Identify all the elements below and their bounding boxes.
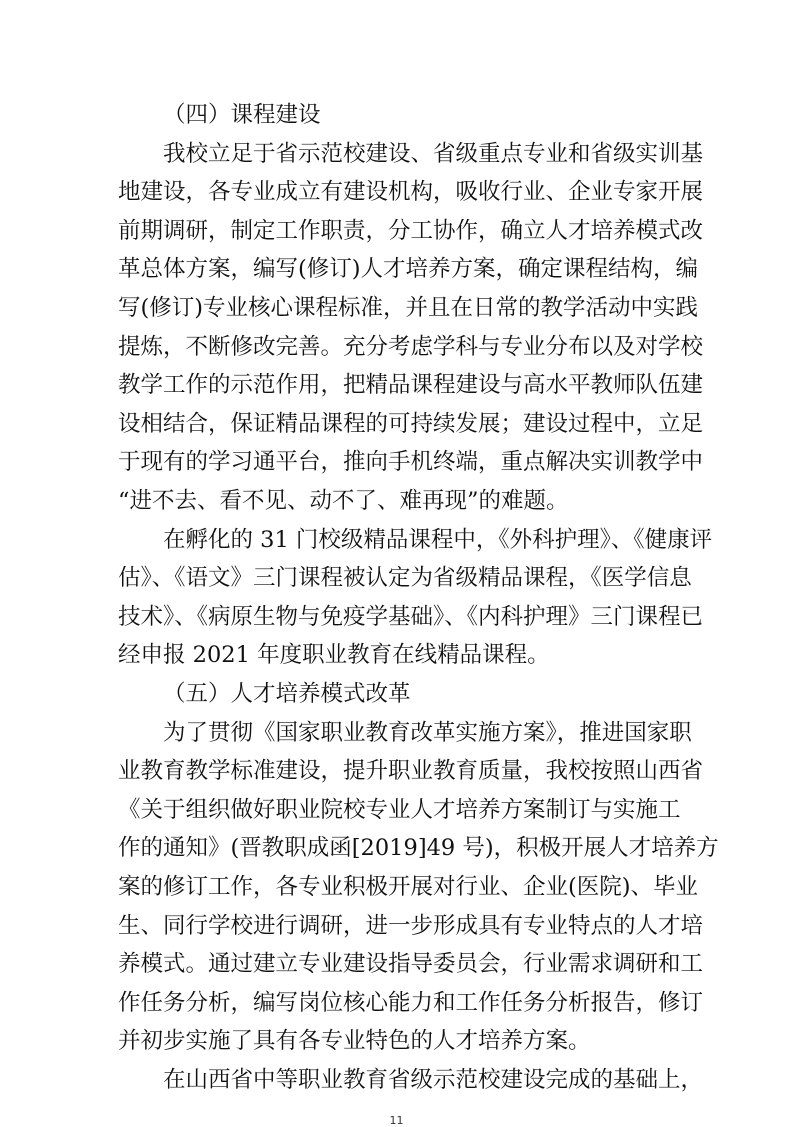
text-line: 地建设，各专业成立有建设机构，吸收行业、企业专家开展 <box>118 179 704 206</box>
text-line: 在山西省中等职业教育省级示范校建设完成的基础上， <box>163 1067 704 1093</box>
text-line: 提炼，不断修改完善。充分考虑学科与专业分布以及对学校 <box>118 333 704 360</box>
text-line: 经申报 2021 年度职业教育在线精品课程。 <box>118 642 550 669</box>
text-line: 作的通知》(晋教职成函[2019]49 号)，积极开展人才培养方 <box>118 835 719 862</box>
section-heading-4: （四）课程建设 <box>163 102 321 128</box>
section-heading-5: （五）人才培养模式改革 <box>163 681 411 707</box>
text-line: 《关于组织做好职业院校专业人才培养方案制订与实施工 <box>118 796 681 823</box>
text-line: “进不去、看不见、动不了、难再现”的难题。 <box>118 488 569 514</box>
text-line: 估》、《语文》三门课程被认定为省级精品课程，《医学信息 <box>118 565 692 592</box>
text-line: 业教育教学标准建设，提升职业教育质量，我校按照山西省 <box>118 758 704 785</box>
text-line: 教学工作的示范作用，把精品课程建设与高水平教师队伍建 <box>118 372 704 399</box>
page-number: 11 <box>389 1113 404 1127</box>
text-line: 设相结合，保证精品课程的可持续发展；建设过程中，立足 <box>118 410 704 437</box>
text-line: 写(修订)专业核心课程标准，并且在日常的教学活动中实践 <box>118 295 699 321</box>
text-line: 革总体方案，编写(修订)人才培养方案，确定课程结构，编 <box>118 256 699 283</box>
text-line: 在孵化的 31 门校级精品课程中，《外科护理》、《健康评 <box>163 526 713 553</box>
text-line: 案的修订工作，各专业积极开展对行业、企业(医院)、毕业 <box>118 874 699 900</box>
text-line: 于现有的学习通平台，推向手机终端，重点解决实训教学中 <box>118 449 704 476</box>
text-line: 技术》、《病原生物与免疫学基础》、《内科护理》三门课程已 <box>118 603 704 630</box>
text-line: 养模式。通过建立专业建设指导委员会，行业需求调研和工 <box>118 951 704 978</box>
text-line: 生、同行学校进行调研，进一步形成具有专业特点的人才培 <box>118 912 704 939</box>
text-line: 为了贯彻《国家职业教育改革实施方案》，推进国家职 <box>163 719 692 746</box>
text-line: 我校立足于省示范校建设、省级重点专业和省级实训基 <box>163 140 704 167</box>
text-line: 前期调研，制定工作职责，分工协作，确立人才培养模式改 <box>118 217 704 244</box>
text-line: 作任务分析，编写岗位核心能力和工作任务分析报告，修订 <box>118 989 704 1016</box>
text-line: 并初步实施了具有各专业特色的人才培养方案。 <box>118 1028 591 1055</box>
